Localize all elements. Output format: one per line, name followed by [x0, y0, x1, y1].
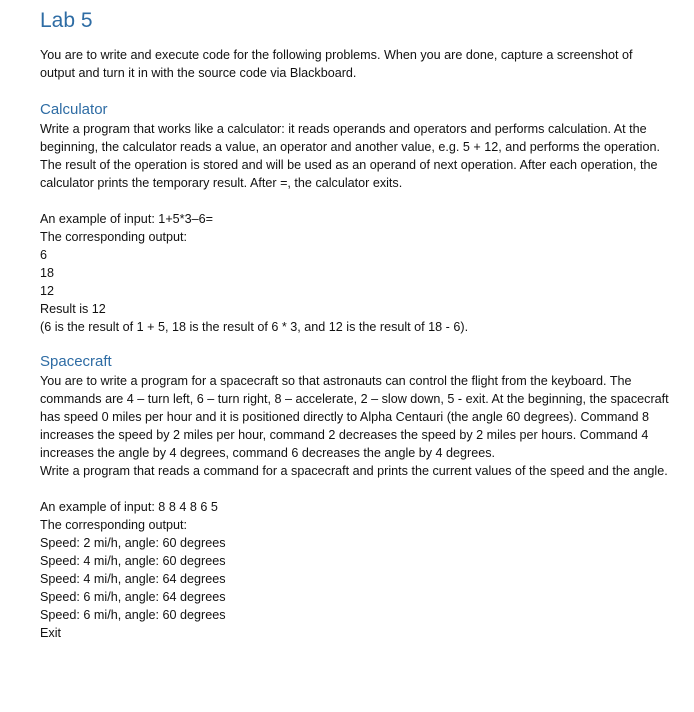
calculator-heading: Calculator	[40, 101, 108, 118]
spacecraft-output-line: Speed: 6 mi/h, angle: 60 degrees	[40, 608, 226, 622]
calculator-description: Write a program that works like a calculator: it reads operands and operators and performs calculation. At the beginning, the calculator reads a value, an operator and another value, e.g. 5 + 12, and performs the operation. The result of the operation is stored and will be used as an operand of next operation. After each operation, the calculator prints the temporary result. After =, the calculator exits.	[40, 122, 660, 190]
spacecraft-output-line: Speed: 6 mi/h, angle: 64 degrees	[40, 590, 226, 604]
calculator-output-label: The corresponding output:	[40, 230, 188, 244]
calculator-output-line: 18	[40, 266, 55, 280]
spacecraft-example-input: An example of input: 8 8 4 8 6 5	[40, 500, 218, 514]
spacecraft-description: You are to write a program for a spacecraft so that astronauts can control the flight from the keyboard. The commands are 4 – turn left, 6 – turn right, 8 – accelerate, 2 – slow down, 5 - exit. At the beginning, the spacecraft has speed 0 miles per hour and it is positioned directly to Alpha Centauri (the angle 60 degrees). Command 8 increases the speed by 2 miles per hour, command 2 decreases the speed by 2 miles per hours. Command 4 increases the angle by 4 degrees, command 6 decreases the angle by 4 degrees.	[40, 374, 669, 460]
calculator-output-line: 12	[40, 284, 55, 298]
intro-paragraph: You are to write and execute code for the following problems. When you are done, capture a screenshot of output and turn it in with the source code via Blackboard.	[40, 48, 633, 80]
calculator-output-line: Result is 12	[40, 302, 106, 316]
document-page	[40, 8, 670, 642]
calculator-output-line: 6	[40, 248, 48, 262]
calculator-explanation: (6 is the result of 1 + 5, 18 is the result of 6 * 3, and 12 is the result of 18 - 6).	[40, 320, 469, 334]
spacecraft-task: Write a program that reads a command for a spacecraft and prints the current values of the speed and the angle.	[40, 464, 668, 478]
spacecraft-heading: Spacecraft	[40, 353, 112, 370]
page-title: Lab 5	[40, 9, 93, 32]
calculator-example-input: An example of input: 1+5*3–6=	[40, 212, 213, 226]
spacecraft-output-line: Speed: 2 mi/h, angle: 60 degrees	[40, 536, 226, 550]
calculator-section	[40, 100, 670, 336]
spacecraft-output-label: The corresponding output:	[40, 518, 188, 532]
spacecraft-section	[40, 352, 670, 642]
spacecraft-output-line: Speed: 4 mi/h, angle: 60 degrees	[40, 554, 226, 568]
spacecraft-output-line: Exit	[40, 626, 61, 640]
spacecraft-output-line: Speed: 4 mi/h, angle: 64 degrees	[40, 572, 226, 586]
